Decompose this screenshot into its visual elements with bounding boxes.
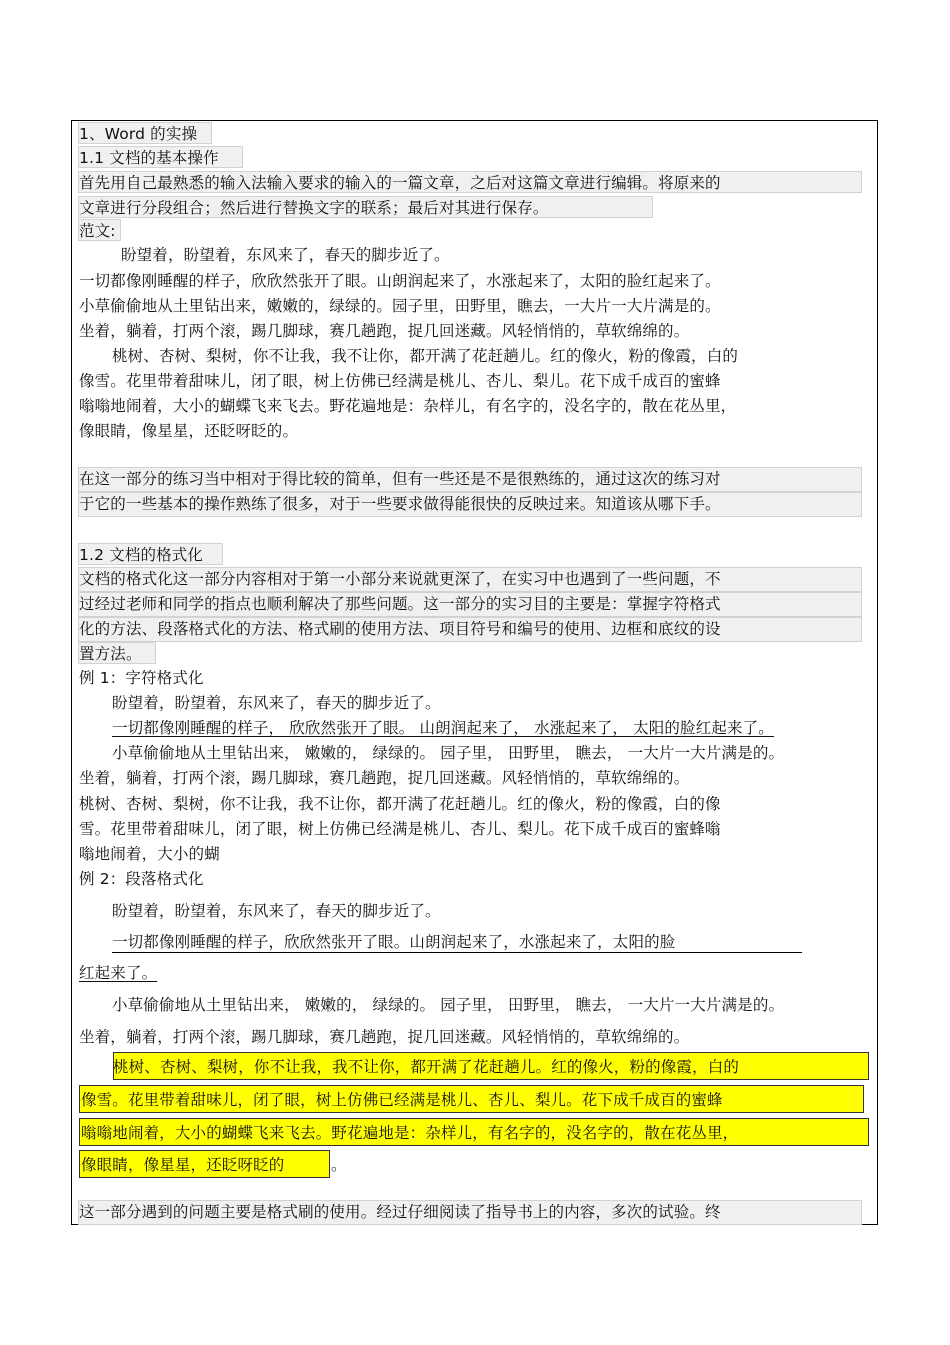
- summary-line: 在这一部分的练习当中相对于得比较的简单，但有一些还是不是很熟练的，通过这次的练习对: [78, 467, 862, 492]
- section-heading: 1、Word 的实操: [78, 122, 212, 144]
- sample-line: 盼望着，盼望着，东风来了，春天的脚步近了。: [121, 246, 450, 264]
- example-1-label: 例 1：字符格式化: [79, 669, 204, 687]
- intro-line: 首先用自己最熟悉的输入法输入要求的输入的一篇文章，之后对这篇文章进行编辑。将原来的: [78, 171, 862, 193]
- sample-line: 桃树、杏树、梨树，你不让我，我不让你，都开满了花赶趟儿。红的像火，粉的像霞，白的: [112, 347, 739, 365]
- sample-line: 一切都像刚睡醒的样子，欣欣然张开了眼。山朗润起来了，水涨起来了，太阳的脸红起来了。: [79, 272, 721, 290]
- highlighted-line: 嗡嗡地闹着，大小的蝴蝶飞来飞去。野花遍地是：杂样儿，有名字的，没名字的，散在花丛里，: [81, 1124, 739, 1142]
- example-2-line: 小草偷偷地从土里钻出来， 嫩嫩的， 绿绿的。 园子里， 田野里， 瞧去， 一大片一大片满是的。: [112, 996, 785, 1014]
- highlight-tail-period: 。: [331, 1156, 347, 1174]
- intro-line: 化的方法、段落格式化的方法、格式刷的使用方法、项目符号和编号的使用、边框和底纹的设: [78, 617, 862, 642]
- summary-line: 于它的一些基本的操作熟练了很多，对于一些要求做得能很快的反映过来。知道该从哪下手。: [78, 492, 862, 517]
- sample-line: 嗡嗡地闹着，大小的蝴蝶飞来飞去。野花遍地是：杂样儿，有名字的，没名字的，散在花丛里，: [79, 397, 737, 415]
- intro-line: 文档的格式化这一部分内容相对于第一小部分来说就更深了，在实习中也遇到了一些问题，不: [78, 567, 862, 592]
- sample-line: 像雪。花里带着甜味儿，闭了眼，树上仿佛已经满是桃儿、杏儿、梨儿。花下成千成百的蜜蜂: [79, 372, 721, 390]
- underline-rule: [112, 952, 802, 953]
- example-2-line: 一切都像刚睡醒的样子，欣欣然张开了眼。山朗润起来了，水涨起来了，太阳的脸: [112, 933, 676, 951]
- example-1-line: 小草偷偷地从土里钻出来， 嫩嫩的， 绿绿的。 园子里， 田野里， 瞧去， 一大片一大片满是的。: [112, 744, 785, 762]
- sample-line: 坐着，躺着，打两个滚，踢几脚球，赛几趟跑，捉几回迷藏。风轻悄悄的，草软绵绵的。: [79, 322, 690, 340]
- example-1-line: 一切都像刚睡醒的样子， 欣欣然张开了眼。 山朗润起来了， 水涨起来了， 太阳的脸红起来了。: [112, 719, 774, 737]
- example-1-line: 雪。花里带着甜味儿，闭了眼，树上仿佛已经满是桃儿、杏儿、梨儿。花下成千成百的蜜蜂嗡: [79, 820, 721, 838]
- example-1-line: 坐着，躺着，打两个滚，踢几脚球，赛几趟跑，捉几回迷藏。风轻悄悄的，草软绵绵的。: [79, 769, 690, 787]
- sample-line: 小草偷偷地从土里钻出来，嫩嫩的，绿绿的。园子里，田野里，瞧去，一大片一大片满是的。: [79, 297, 721, 315]
- intro-line: 置方法。: [78, 642, 156, 664]
- sample-label: 范文:: [78, 219, 121, 241]
- example-2-line: 坐着，躺着，打两个滚，踢几脚球，赛几趟跑，捉几回迷藏。风轻悄悄的，草软绵绵的。: [79, 1028, 690, 1046]
- highlighted-line: 桃树、杏树、梨树，你不让我，我不让你，都开满了花赶趟儿。红的像火，粉的像霞，白的: [113, 1058, 740, 1076]
- sample-line: 像眼睛，像星星，还眨呀眨的。: [79, 422, 299, 440]
- example-1-line: 盼望着，盼望着，东风来了，春天的脚步近了。: [112, 694, 441, 712]
- highlighted-line: 像眼睛，像星星，还眨呀眨的: [81, 1156, 285, 1174]
- subsection-heading-1-1: 1.1 文档的基本操作: [78, 146, 243, 168]
- subsection-heading-1-2: 1.2 文档的格式化: [78, 543, 223, 565]
- example-2-label: 例 2：段落格式化: [79, 870, 204, 888]
- example-2-line: 盼望着，盼望着，东风来了，春天的脚步近了。: [112, 902, 441, 920]
- example-1-line: 桃树、杏树、梨树，你不让我，我不让你，都开满了花赶趟儿。红的像火，粉的像霞，白的像: [79, 795, 721, 813]
- highlighted-line: 像雪。花里带着甜味儿，闭了眼，树上仿佛已经满是桃儿、杏儿、梨儿。花下成千成百的蜜蜂: [81, 1091, 723, 1109]
- summary-line: 这一部分遇到的问题主要是格式刷的使用。经过仔细阅读了指导书上的内容，多次的试验。终: [78, 1200, 862, 1225]
- example-2-line: 红起来了。: [79, 964, 158, 982]
- example-1-line: 嗡地闹着，大小的蝴: [79, 845, 220, 863]
- intro-line: 过经过老师和同学的指点也顺利解决了那些问题。这一部分的实习目的主要是：掌握字符格式: [78, 592, 862, 617]
- intro-line: 文章进行分段组合；然后进行替换文字的联系；最后对其进行保存。: [78, 196, 653, 218]
